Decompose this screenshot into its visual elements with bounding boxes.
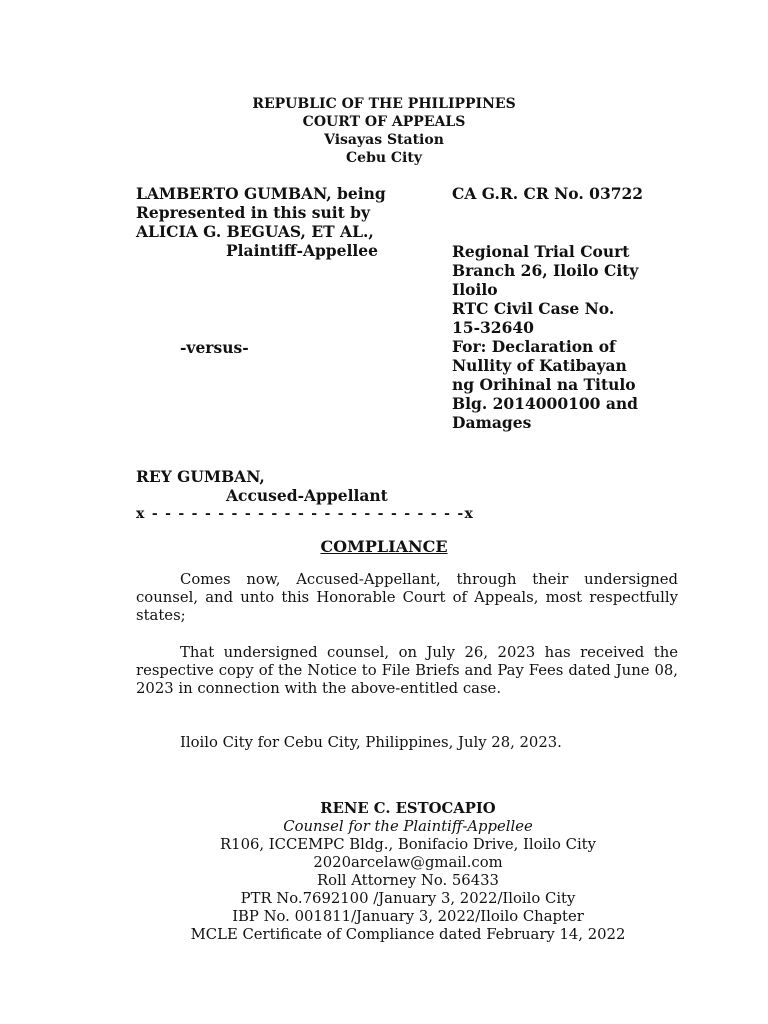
paragraph-2: That undersigned counsel, on July 26, 2023 has received the respective copy of the Notice to File Briefs and Pay Fees dated June 08, 2023 in connection with the above-entitled case. [136,644,678,697]
mcle-certificate: MCLE Certificate of Compliance dated February 14, 2022 [190,926,626,943]
header-republic: REPUBLIC OF THE PHILIPPINES [252,96,516,112]
rtc-block [452,242,638,432]
counsel-role: Counsel for the Plaintiff-Appellee [283,818,533,835]
roll-attorney-number: Roll Attorney No. 56433 [317,872,499,889]
paragraph-1: Comes now, Accused-Appellant, through their undersigned counsel, and unto this Honorable Court of Appeals, most respectfully states; [136,571,678,624]
ptr-number: PTR No.7692100 /January 3, 2022/Iloilo City [240,890,576,907]
counsel-email: 2020arcelaw@gmail.com [313,854,503,871]
rtc-line: Branch 26, Iloilo City [452,261,639,280]
plaintiff-line-2: Represented in this suit by [136,203,370,222]
rtc-line: RTC Civil Case No. [452,299,615,318]
signature-block [0,800,768,944]
rtc-line: Regional Trial Court [452,242,630,261]
rtc-line: Blg. 2014000100 and [452,394,639,413]
rtc-line: Nullity of Katibayan [452,356,627,375]
plaintiff-line-3: ALICIA G. BEGUAS, ET AL., [136,222,374,241]
defendant-role: Accused-Appellant [226,486,388,505]
document-title: COMPLIANCE [320,537,448,556]
rtc-line: For: Declaration of [452,337,616,356]
rtc-line: 15-32640 [452,318,534,337]
header-station: Visayas Station [324,132,444,148]
header-city: Cebu City [346,150,422,166]
case-number: CA G.R. CR No. 03722 [452,184,644,203]
counsel-name: RENE C. ESTOCAPIO [320,800,496,817]
counsel-address: R106, ICCEMPC Bldg., Bonifacio Drive, Iloilo City [220,836,596,853]
plaintiff-role: Plaintiff-Appellee [226,241,379,260]
header-court: COURT OF APPEALS [302,114,466,130]
plaintiff-line-1: LAMBERTO GUMBAN, being [136,184,386,203]
paragraph-3: Iloilo City for Cebu City, Philippines, July 28, 2023. [180,734,562,751]
versus-label: -versus- [180,338,249,357]
rtc-line: ng Orihinal na Titulo [452,375,636,394]
defendant-name: REY GUMBAN, [136,467,265,486]
rtc-line: Damages [452,413,532,432]
ibp-number: IBP No. 001811/January 3, 2022/Iloilo Chapter [232,908,584,925]
caption-separator: x - - - - - - - - - - - - - - - - - - - - - - - -x [136,506,475,522]
rtc-line: Iloilo [452,280,498,299]
